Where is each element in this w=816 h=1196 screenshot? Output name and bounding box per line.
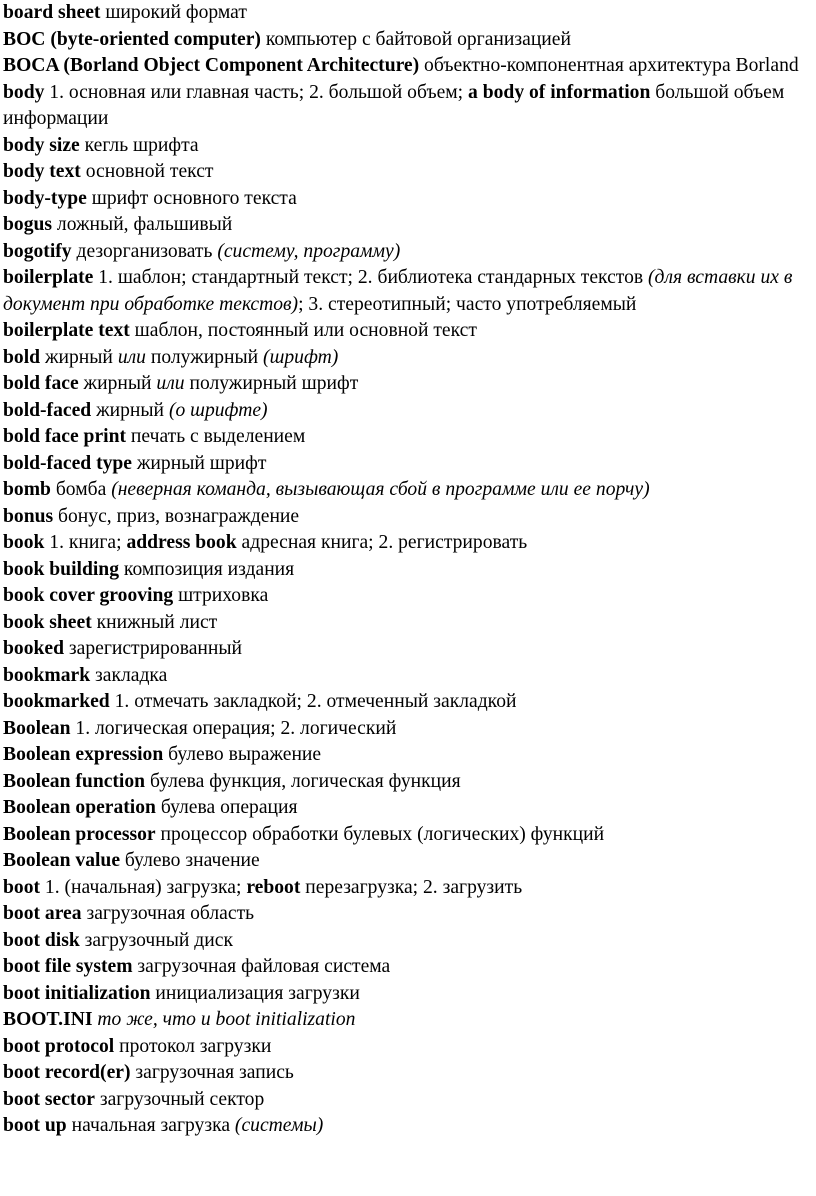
entry-term: board sheet (3, 2, 101, 23)
entry-definition: загрузочная область (81, 903, 255, 924)
entry-term: boot record(er) (3, 1062, 131, 1083)
dictionary-entry (3, 742, 806, 769)
entry-definition: бомба (50, 479, 112, 500)
entry-term: Boolean value (3, 850, 121, 871)
dictionary-entry (3, 80, 806, 133)
dictionary-entry (3, 345, 806, 372)
entry-term: book cover grooving (3, 585, 174, 606)
dictionary-entry (3, 875, 806, 902)
entry-definition: 1. основная или главная часть; 2. большой объем; (44, 81, 469, 103)
entry-term: body-type (3, 187, 87, 209)
entry-definition: адресная книга; 2. регистрировать (236, 532, 528, 553)
entry-term: book sheet (3, 611, 92, 633)
entry-term: boot sector (3, 1088, 95, 1110)
dictionary-entry (3, 1113, 806, 1140)
entry-term: address book (126, 532, 237, 553)
entry-definition: булево выражение (163, 744, 322, 765)
entry-term: boot (3, 876, 41, 898)
dictionary-entry (3, 212, 806, 239)
entry-definition: жирный шрифт (132, 452, 267, 474)
entry-definition: протокол загрузки (114, 1035, 272, 1057)
dictionary-entry (3, 398, 806, 425)
entry-definition: широкий формат (100, 2, 247, 23)
entry-term: booked (3, 638, 64, 659)
entry-term: boot up (3, 1115, 67, 1136)
dictionary-entry (3, 716, 806, 743)
entry-definition: ; 3. стереотипный; часто употребляемый (298, 293, 637, 315)
dictionary-entry (3, 954, 806, 981)
dictionary-entry (3, 53, 806, 80)
entry-term: bold face (3, 373, 79, 394)
dictionary-entry (3, 1007, 806, 1034)
entry-term: book building (3, 558, 120, 580)
dictionary-entry (3, 636, 806, 663)
dictionary-entry (3, 265, 806, 318)
entry-definition: основной текст (80, 161, 214, 182)
entry-note: (системы) (234, 1115, 324, 1136)
entry-term: bold-faced type (3, 452, 132, 474)
entry-note: (для вставки их в документ при обработке текстов) (3, 267, 793, 315)
entry-term: boot disk (3, 929, 80, 951)
dictionary-entry (3, 530, 806, 557)
entry-term: BOC (byte-oriented computer) (3, 28, 261, 50)
dictionary-entry (3, 0, 806, 27)
entry-term: Boolean expression (3, 744, 164, 765)
dictionary-entry (3, 133, 806, 160)
entry-definition: полужирный шрифт (184, 373, 359, 394)
entry-term: bomb (3, 479, 51, 500)
entry-definition: булево значение (120, 850, 260, 871)
entry-term: bold-faced (3, 399, 92, 421)
dictionary-entry (3, 159, 806, 186)
entry-list (3, 0, 806, 1140)
dictionary-entry (3, 901, 806, 928)
entry-note: (о шрифте) (168, 399, 268, 421)
entry-definition: большой объем информации (3, 81, 785, 129)
dictionary-entry (3, 27, 806, 54)
dictionary-entry (3, 371, 806, 398)
entry-term: bold (3, 346, 41, 368)
entry-definition: книжный лист (91, 611, 218, 633)
entry-term: bookmarked (3, 691, 110, 712)
entry-note: то же, что и boot initialization (92, 1009, 356, 1030)
entry-definition: композиция издания (119, 558, 295, 580)
entry-note: (систему, программу) (217, 240, 401, 262)
entry-term: Boolean function (3, 770, 146, 792)
entry-definition: инициализация загрузки (150, 982, 360, 1004)
entry-definition: печать с выделением (126, 426, 306, 447)
entry-definition: загрузочная файловая система (132, 956, 391, 977)
dictionary-entry (3, 795, 806, 822)
entry-definition: шаблон, постоянный или основной текст (129, 320, 477, 341)
dictionary-entry (3, 583, 806, 610)
entry-definition: булева функция, логическая функция (145, 770, 461, 792)
entry-term: Boolean (3, 717, 71, 739)
entry-definition: 1. шаблон; стандартный текст; 2. библиотека стандарных текстов (93, 267, 649, 288)
entry-definition: начальная загрузка (66, 1115, 235, 1136)
entry-term: BOOT.INI (3, 1009, 93, 1030)
entry-term: body size (3, 134, 80, 156)
dictionary-entry (3, 318, 806, 345)
entry-term: boot file system (3, 956, 133, 977)
entry-term: Boolean processor (3, 823, 156, 845)
dictionary-entry (3, 504, 806, 531)
dictionary-entry (3, 239, 806, 266)
entry-definition: жирный (91, 399, 169, 421)
entry-definition: процессор обработки булевых (логических) функций (155, 823, 605, 845)
entry-term: BOCA (Borland Object Component Architecture) (3, 55, 420, 76)
entry-definition: 1. логическая операция; 2. логический (70, 717, 397, 739)
entry-definition: компьютер с байтовой организацией (260, 28, 571, 50)
dictionary-entry (3, 1034, 806, 1061)
entry-definition: ложный, фальшивый (52, 214, 233, 235)
dictionary-entry (3, 186, 806, 213)
entry-note: или (117, 346, 146, 368)
entry-definition: бонус, приз, вознаграждение (53, 505, 300, 527)
entry-definition: 1. книга; (44, 532, 127, 553)
dictionary-entry (3, 689, 806, 716)
dictionary-entry (3, 424, 806, 451)
entry-definition: объектно-компонентная архитектура Borland (419, 55, 799, 76)
entry-term: boot initialization (3, 982, 151, 1004)
entry-term: bogus (3, 214, 53, 235)
dictionary-entry (3, 663, 806, 690)
entry-definition: булева операция (155, 797, 298, 818)
entry-definition: штриховка (173, 585, 269, 606)
dictionary-entry (3, 1087, 806, 1114)
entry-definition: 1. (начальная) загрузка; (40, 876, 247, 898)
dictionary-entry (3, 822, 806, 849)
entry-definition: жирный (78, 373, 157, 394)
entry-term: boilerplate (3, 267, 94, 288)
entry-definition: полужирный (145, 346, 264, 368)
entry-term: bogotify (3, 240, 72, 262)
entry-definition: жирный (40, 346, 118, 368)
entry-note: (неверная команда, вызывающая сбой в программе или ее порчу) (111, 479, 650, 500)
dictionary-entry (3, 1060, 806, 1087)
entry-term: bonus (3, 505, 54, 527)
entry-term: bold face print (3, 426, 127, 447)
entry-term: boot area (3, 903, 82, 924)
entry-definition: загрузочная запись (130, 1062, 294, 1083)
dictionary-entry (3, 557, 806, 584)
dictionary-entry (3, 451, 806, 478)
entry-definition: кегль шрифта (79, 134, 199, 156)
dictionary-entry (3, 928, 806, 955)
entry-term: reboot (246, 876, 301, 898)
entry-term: bookmark (3, 664, 91, 686)
dictionary-entry (3, 610, 806, 637)
dictionary-entry (3, 769, 806, 796)
entry-term: body text (3, 161, 81, 182)
entry-term: book (3, 532, 45, 553)
entry-definition: перезагрузка; 2. загрузить (300, 876, 523, 898)
entry-definition: зарегистрированный (63, 638, 243, 659)
entry-definition: шрифт основного текста (86, 187, 297, 209)
entry-term: a body of information (468, 81, 651, 103)
entry-definition: загрузочный диск (79, 929, 233, 951)
entry-term: boilerplate text (3, 320, 130, 341)
entry-definition: 1. отмечать закладкой; 2. отмеченный закладкой (109, 691, 517, 712)
dictionary-entry (3, 848, 806, 875)
dictionary-entry (3, 981, 806, 1008)
entry-note: (шрифт) (263, 346, 339, 368)
entry-term: boot protocol (3, 1035, 115, 1057)
entry-term: body (3, 81, 45, 103)
entry-term: Boolean operation (3, 797, 156, 818)
dictionary-entry (3, 477, 806, 504)
entry-definition: загрузочный сектор (94, 1088, 265, 1110)
entry-definition: закладка (90, 664, 168, 686)
entry-definition: дезорганизовать (71, 240, 218, 262)
entry-note: или (156, 373, 185, 394)
